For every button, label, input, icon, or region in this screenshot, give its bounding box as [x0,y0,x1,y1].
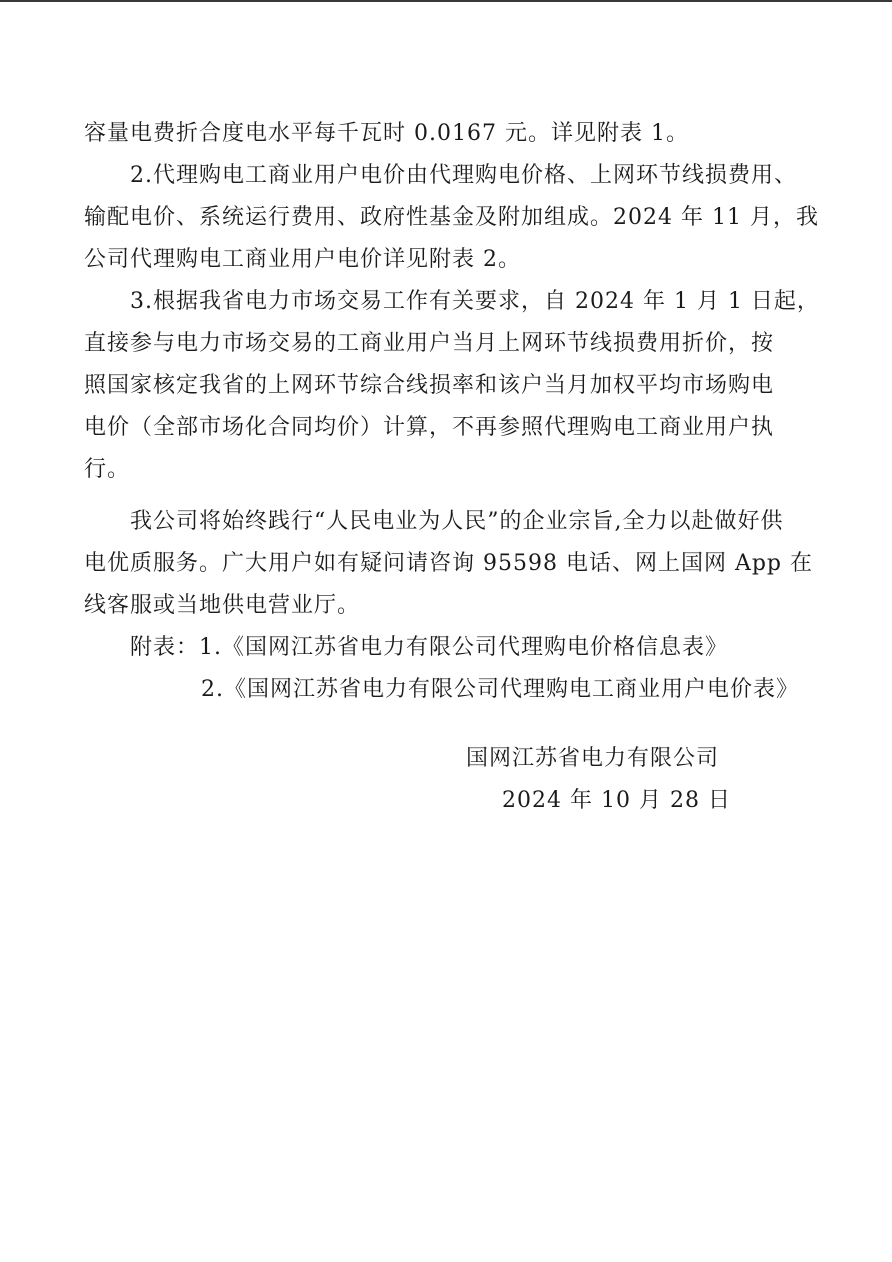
paragraph-service-commitment [84,501,812,627]
attachment-label: 附表： [130,635,200,660]
text-line: 3.根据我省电力市场交易工作有关要求，自 2024 年 1 月 1 日起， [130,289,820,314]
document-body [84,113,820,711]
text-line: 输配电价、系统运行费用、政府性基金及附加组成。2024 年 11 月，我 [84,205,819,230]
text-line: 照国家核定我省的上网环节综合线损率和该户当月加权平均市场购电 [84,373,775,398]
text-line: 2.代理购电工商业用户电价由代理购电价格、上网环节线损费用、 [130,163,797,188]
text-line: 行。 [84,457,131,482]
signature-date: 2024 年 10 月 28 日 [502,788,731,813]
attachment-item-2 [84,669,812,711]
signature-organization: 国网江苏省电力有限公司 [466,746,720,771]
text-line: 我公司将始终践行“人民电业为人民”的企业宗旨,全力以赴做好供 [130,509,784,534]
text-line: 容量电费折合度电水平每千瓦时 0.0167 元。详见附表 1。 [84,121,689,146]
text-line: 线客服或当地供电营业厅。 [84,593,361,618]
attachment-title-1: 1.《国网江苏省电力有限公司代理购电价格信息表》 [199,635,729,660]
text-line: 直接参与电力市场交易的工商业用户当月上网环节线损费用折价，按 [84,331,775,356]
paragraph-price-composition [84,155,819,281]
text-line: 电价（全部市场化合同均价）计算，不再参照代理购电工商业用户执 [84,415,775,440]
paragraph-market-trading [84,281,820,491]
text-line: 电优质服务。广大用户如有疑问请咨询 95598 电话、网上国网 App 在 [84,551,814,576]
attachment-item-1 [84,627,812,669]
paragraph-capacity-fee [84,113,812,155]
text-line: 公司代理购电工商业用户电价详见附表 2。 [84,247,521,272]
top-border-rule [0,0,892,2]
attachment-title-2: 2.《国网江苏省电力有限公司代理购电工商业用户电价表》 [201,677,799,702]
signature-block [466,738,766,822]
